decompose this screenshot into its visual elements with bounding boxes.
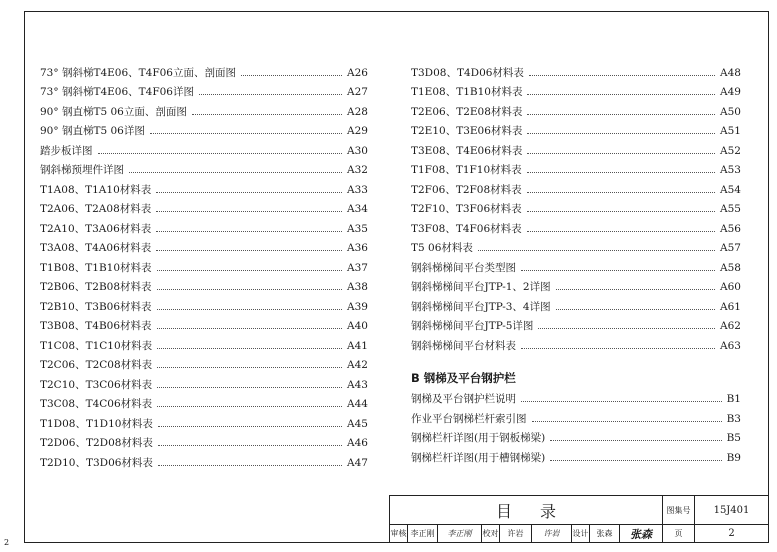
toc-entry-page: A62 — [720, 320, 741, 332]
dot-leader — [158, 445, 342, 446]
toc-entry-title: T1B08、T1B10材料表 — [40, 261, 152, 274]
toc-entry — [40, 235, 368, 255]
toc-entry — [40, 176, 368, 196]
dot-leader — [98, 153, 343, 154]
design-label: 设计 — [572, 525, 590, 543]
toc-entry-title: T2A10、T3A06材料表 — [40, 222, 152, 235]
toc-entry-title: 钢斜梯梯间平台JTP-3、4详图 — [411, 300, 551, 313]
dot-leader — [199, 94, 342, 95]
atlas-number: 15J401 — [695, 496, 769, 525]
toc-entry-page: A29 — [347, 125, 368, 137]
toc-entry-page: A61 — [720, 300, 741, 313]
toc-entry — [411, 274, 741, 294]
title-block-title: 目录 — [390, 496, 663, 525]
toc-entry-title: 作业平台钢梯栏杆索引图 — [411, 412, 527, 425]
toc-entry — [40, 196, 368, 216]
toc-entry — [411, 176, 741, 196]
toc-entry-title: 73° 钢斜梯T4E06、T4F06详图 — [40, 86, 194, 98]
toc-entry-title: 钢斜梯梯间平台JTP-1、2详图 — [411, 281, 551, 293]
toc-entry-title: T2E10、T3E06材料表 — [411, 125, 523, 137]
toc-entry-page: A58 — [720, 261, 741, 274]
toc-entry — [40, 449, 368, 469]
toc-entry-page: B1 — [726, 393, 741, 405]
dot-leader — [550, 440, 721, 441]
toc-entry — [40, 79, 368, 99]
toc-entry-page: A45 — [347, 417, 368, 430]
toc-entry-page: A30 — [347, 144, 368, 157]
toc-entry-title: 钢斜梯梯间平台类型图 — [411, 261, 516, 274]
toc-entry — [40, 293, 368, 313]
toc-entry-page: A49 — [720, 86, 741, 98]
toc-entry — [411, 293, 741, 313]
toc-entry-title: 钢梯栏杆详图(用于钢板梯梁) — [411, 432, 546, 444]
toc-right-list — [411, 59, 741, 352]
toc-entry-title: T1E08、T1B10材料表 — [411, 86, 523, 98]
toc-entry-page: A51 — [720, 125, 741, 137]
toc-entry — [411, 405, 741, 425]
toc-entry — [40, 59, 368, 79]
dot-leader — [521, 348, 715, 349]
toc-entry — [40, 137, 368, 157]
toc-entry-page: A42 — [347, 359, 368, 371]
toc-entry-title: T3F08、T4F06材料表 — [411, 222, 522, 235]
toc-entry-page: B5 — [726, 432, 741, 444]
toc-entry-title: T2D06、T2D08材料表 — [40, 437, 153, 449]
dot-leader — [158, 465, 342, 466]
dot-leader — [156, 211, 342, 212]
toc-entry — [411, 254, 741, 274]
toc-entry-title: T2D10、T3D06材料表 — [40, 456, 153, 469]
toc-entry — [411, 386, 741, 406]
review-label: 审核 — [390, 525, 408, 543]
dot-leader — [538, 328, 715, 329]
toc-entry-page: A56 — [720, 222, 741, 235]
toc-entry-page: A47 — [347, 456, 368, 469]
toc-entry-title: T1D08、T1D10材料表 — [40, 417, 153, 430]
toc-entry-title: T2A06、T2A08材料表 — [40, 203, 152, 215]
check-label: 校对 — [482, 525, 500, 543]
toc-entry — [40, 430, 368, 450]
corner-mark: 2 — [4, 538, 10, 547]
toc-entry — [411, 235, 741, 255]
toc-entry-page: A37 — [347, 261, 368, 274]
toc-entry — [40, 254, 368, 274]
page-label: 页 — [663, 525, 695, 543]
toc-entry — [411, 79, 741, 99]
toc-entry — [40, 332, 368, 352]
dot-leader — [157, 309, 343, 310]
toc-entry — [411, 425, 741, 445]
toc-entry-page: A39 — [347, 300, 368, 313]
toc-entry-title: 钢斜梯预埋件详图 — [40, 164, 124, 176]
toc-entry — [40, 391, 368, 411]
dot-leader — [532, 421, 722, 422]
dot-leader — [550, 460, 721, 461]
toc-entry — [411, 332, 741, 352]
toc-entry-page: A38 — [347, 281, 368, 293]
section-b-list — [411, 386, 741, 464]
toc-entry — [411, 118, 741, 138]
toc-entry — [40, 313, 368, 333]
toc-entry-title: T2B06、T2B08材料表 — [40, 281, 152, 293]
dot-leader — [156, 192, 342, 193]
toc-entry — [411, 313, 741, 333]
toc-entry-title: T1C08、T1C10材料表 — [40, 339, 153, 352]
dot-leader — [556, 289, 715, 290]
toc-entry-title: 钢梯栏杆详图(用于槽钢梯梁) — [411, 451, 546, 464]
atlas-label: 图集号 — [663, 496, 695, 525]
check-name: 许岩 — [500, 525, 532, 543]
dot-leader — [527, 153, 715, 154]
toc-entry-page: A43 — [347, 378, 368, 391]
dot-leader — [521, 270, 715, 271]
toc-entry — [411, 137, 741, 157]
toc-entry-page: A33 — [347, 183, 368, 196]
toc-entry-page: A55 — [720, 203, 741, 215]
title-block — [389, 495, 769, 543]
dot-leader — [157, 406, 342, 407]
toc-entry — [40, 352, 368, 372]
toc-entry-page: A40 — [347, 320, 368, 332]
toc-entry-title: 90° 钢直梯T5 06立面、剖面图 — [40, 105, 187, 118]
toc-entry-title: 钢斜梯梯间平台材料表 — [411, 339, 516, 352]
toc-right-column — [411, 59, 741, 464]
toc-entry-title: T1F08、T1F10材料表 — [411, 164, 522, 176]
dot-leader — [521, 401, 722, 402]
toc-entry-title: 90° 钢直梯T5 06详图 — [40, 125, 145, 137]
toc-entry-page: A52 — [720, 144, 741, 157]
dot-leader — [529, 75, 715, 76]
toc-entry-page: A32 — [347, 164, 368, 176]
dot-leader — [527, 94, 715, 95]
toc-entry — [40, 98, 368, 118]
toc-entry — [40, 157, 368, 177]
toc-entry-title: T3E08、T4E06材料表 — [411, 144, 523, 157]
toc-entry-title: 钢梯及平台钢护栏说明 — [411, 393, 516, 405]
toc-entry — [40, 118, 368, 138]
toc-entry-page: A57 — [720, 242, 741, 254]
toc-entry — [411, 215, 741, 235]
toc-entry-page: A44 — [347, 398, 368, 410]
toc-entry-title: T2F10、T3F06材料表 — [411, 203, 522, 215]
toc-entry-title: T3D08、T4D06材料表 — [411, 66, 524, 79]
toc-entry-page: A46 — [347, 437, 368, 449]
dot-leader — [156, 250, 342, 251]
toc-entry-page: A35 — [347, 222, 368, 235]
toc-entry — [411, 59, 741, 79]
dot-leader — [156, 231, 342, 232]
toc-entry-title: T1A08、T1A10材料表 — [40, 183, 152, 196]
review-name: 李正刚 — [408, 525, 438, 543]
dot-leader — [157, 270, 343, 271]
toc-entry-page: A63 — [720, 339, 741, 352]
toc-entry-title: T3C08、T4C06材料表 — [40, 398, 153, 410]
toc-entry-title: T2E06、T2E08材料表 — [411, 105, 523, 118]
check-signature: 许岩 — [532, 525, 572, 543]
toc-entry-title: T3A08、T4A06材料表 — [40, 242, 152, 254]
toc-entry-page: A41 — [347, 339, 368, 352]
toc-entry-page: A36 — [347, 242, 368, 254]
dot-leader — [192, 114, 342, 115]
dot-leader — [157, 328, 343, 329]
toc-entry — [40, 215, 368, 235]
toc-entry-page: A34 — [347, 203, 368, 215]
dot-leader — [527, 192, 715, 193]
toc-entry — [40, 274, 368, 294]
dot-leader — [527, 114, 715, 115]
dot-leader — [556, 309, 715, 310]
dot-leader — [478, 250, 715, 251]
section-b-heading: B 钢梯及平台钢护栏 — [411, 370, 516, 385]
dot-leader — [527, 133, 715, 134]
toc-entry — [40, 410, 368, 430]
toc-entry-page: A54 — [720, 183, 741, 196]
toc-entry — [411, 98, 741, 118]
dot-leader — [527, 231, 715, 232]
toc-left-column — [40, 59, 368, 469]
dot-leader — [129, 172, 342, 173]
dot-leader — [158, 426, 342, 427]
toc-entry-title: 钢斜梯梯间平台JTP-5详图 — [411, 320, 534, 332]
toc-entry-title: T2B10、T3B06材料表 — [40, 300, 152, 313]
toc-entry-title: T5 06材料表 — [411, 242, 473, 254]
toc-entry-title: T3B08、T4B06材料表 — [40, 320, 152, 332]
dot-leader — [157, 289, 343, 290]
toc-entry — [411, 196, 741, 216]
toc-entry-title: T2C06、T2C08材料表 — [40, 359, 153, 371]
toc-entry-title: T2F06、T2F08材料表 — [411, 183, 522, 196]
toc-entry-page: A53 — [720, 164, 741, 176]
dot-leader — [527, 211, 715, 212]
toc-entry-title: 73° 钢斜梯T4E06、T4F06立面、剖面图 — [40, 66, 236, 79]
toc-entry — [40, 371, 368, 391]
toc-entry-page: A60 — [720, 281, 741, 293]
toc-entry — [411, 444, 741, 464]
dot-leader — [150, 133, 342, 134]
design-name: 张森 — [590, 525, 620, 543]
toc-entry-page: A27 — [347, 86, 368, 98]
toc-entry-page: B3 — [726, 412, 741, 425]
review-signature: 李正刚 — [438, 525, 482, 543]
design-signature: 张森 — [620, 525, 663, 543]
toc-entry-page: B9 — [726, 451, 741, 464]
dot-leader — [527, 172, 715, 173]
dot-leader — [157, 348, 342, 349]
toc-entry-page: A26 — [347, 66, 368, 79]
page-number: 2 — [695, 525, 769, 543]
dot-leader — [241, 75, 342, 76]
toc-entry-page: A50 — [720, 105, 741, 118]
toc-entry-title: 踏步板详图 — [40, 144, 93, 157]
toc-entry-page: A48 — [720, 66, 741, 79]
toc-entry-title: T2C10、T3C06材料表 — [40, 378, 153, 391]
dot-leader — [157, 367, 342, 368]
toc-entry-page: A28 — [347, 105, 368, 118]
dot-leader — [157, 387, 342, 388]
toc-entry — [411, 157, 741, 177]
